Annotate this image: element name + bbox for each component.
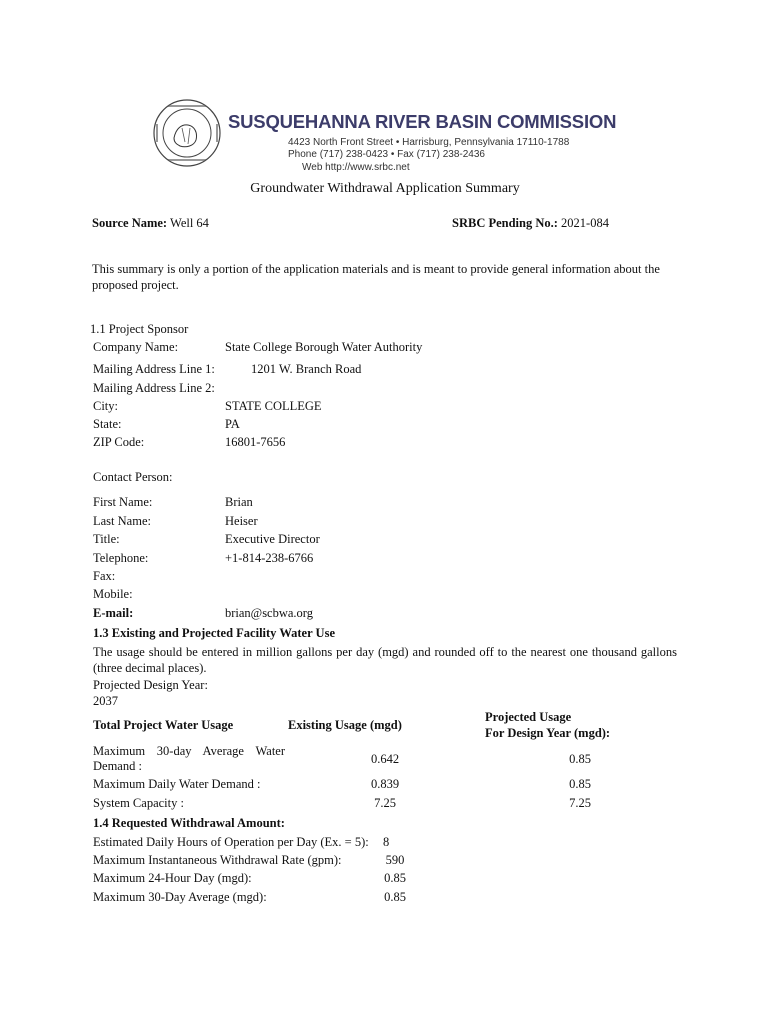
address-line1-value: 1201 W. Branch Road [251,362,362,376]
address-line2-label: Mailing Address Line 2: [93,381,215,395]
city-label: City: [93,399,119,413]
table-row-projected: 0.85 [569,777,591,791]
design-year-label: Projected Design Year: [93,678,208,692]
table-header-total-usage: Total Project Water Usage [93,718,234,732]
organization-web: Web http://www.srbc.net [302,162,410,173]
withdrawal-row-label: Maximum 30-Day Average (mgd): [93,890,267,904]
intro-paragraph: This summary is only a portion of the application materials and is meant to provide general information about the proposed project. [92,262,660,292]
pending-value: 2021-084 [561,216,609,230]
first-name-value: Brian [225,495,253,509]
table-header-projected-line2: For Design Year (mgd): [485,726,611,740]
email-value: brian@scbwa.org [225,606,313,620]
source-name-label: Source Name: [92,216,168,230]
mobile-label: Mobile: [93,587,133,601]
withdrawal-row-label: Estimated Daily Hours of Operation per Day (Ex. = 5): [93,835,369,849]
table-row-existing: 0.839 [370,777,400,791]
withdrawal-row-label: Maximum 24-Hour Day (mgd): [93,871,252,885]
sponsor-heading: 1.1 Project Sponsor [90,322,189,336]
withdrawal-row-value: 0.85 [384,890,406,904]
title-value: Executive Director [225,532,320,546]
last-name-label: Last Name: [93,514,151,528]
organization-phone-fax: Phone (717) 238-0423 • Fax (717) 238-2436 [288,149,485,160]
address-line1-label: Mailing Address Line 1: [93,362,215,376]
zip-label: ZIP Code: [93,435,145,449]
title-label: Title: [93,532,120,546]
telephone-label: Telephone: [93,551,149,565]
commission-seal-icon [152,98,222,168]
state-label: State: [93,417,122,431]
email-label: E-mail: [93,606,134,620]
withdrawal-heading: 1.4 Requested Withdrawal Amount: [93,816,285,830]
usage-heading: 1.3 Existing and Projected Facility Water Use [93,626,335,640]
design-year-value: 2037 [93,694,118,708]
city-value: STATE COLLEGE [225,399,322,413]
source-name [92,216,209,231]
source-name-value: Well 64 [170,216,209,230]
zip-value: 16801-7656 [225,435,286,449]
last-name-value: Heiser [225,514,258,528]
withdrawal-row-value: 0.85 [384,871,406,885]
telephone-value: +1-814-238-6766 [225,551,314,565]
table-header-existing: Existing Usage (mgd) [288,718,402,732]
table-header-projected-line1: Projected Usage [485,710,572,724]
usage-note: The usage should be entered in million gallons per day (mgd) and rounded off to the nearest one thousand gallons (three decimal places). [93,645,677,675]
document-title: Groundwater Withdrawal Application Summary [250,181,520,196]
company-name-label: Company Name: [93,340,179,354]
contact-heading: Contact Person: [93,470,173,484]
withdrawal-row-value: 590 [385,853,405,867]
withdrawal-row-value: 8 [383,835,390,849]
srbc-pending-number [452,216,609,231]
table-row-label: Maximum 30-day Average Water Demand : [93,744,285,773]
first-name-label: First Name: [93,495,153,509]
table-row-projected: 7.25 [569,796,591,810]
fax-label: Fax: [93,569,116,583]
table-row-label: System Capacity : [93,796,184,810]
table-row-existing: 0.642 [370,752,400,766]
withdrawal-row-label: Maximum Instantaneous Withdrawal Rate (gpm): [93,853,342,867]
organization-name: SUSQUEHANNA RIVER BASIN COMMISSION [228,111,617,132]
table-row-projected: 0.85 [569,752,591,766]
table-row-existing: 7.25 [374,796,396,810]
table-row-label: Maximum Daily Water Demand : [93,777,261,791]
company-name-value: State College Borough Water Authority [225,340,423,354]
organization-address: 4423 North Front Street • Harrisburg, Pennsylvania 17110-1788 [288,137,570,148]
pending-label: SRBC Pending No.: [452,216,558,230]
state-value: PA [225,417,240,431]
